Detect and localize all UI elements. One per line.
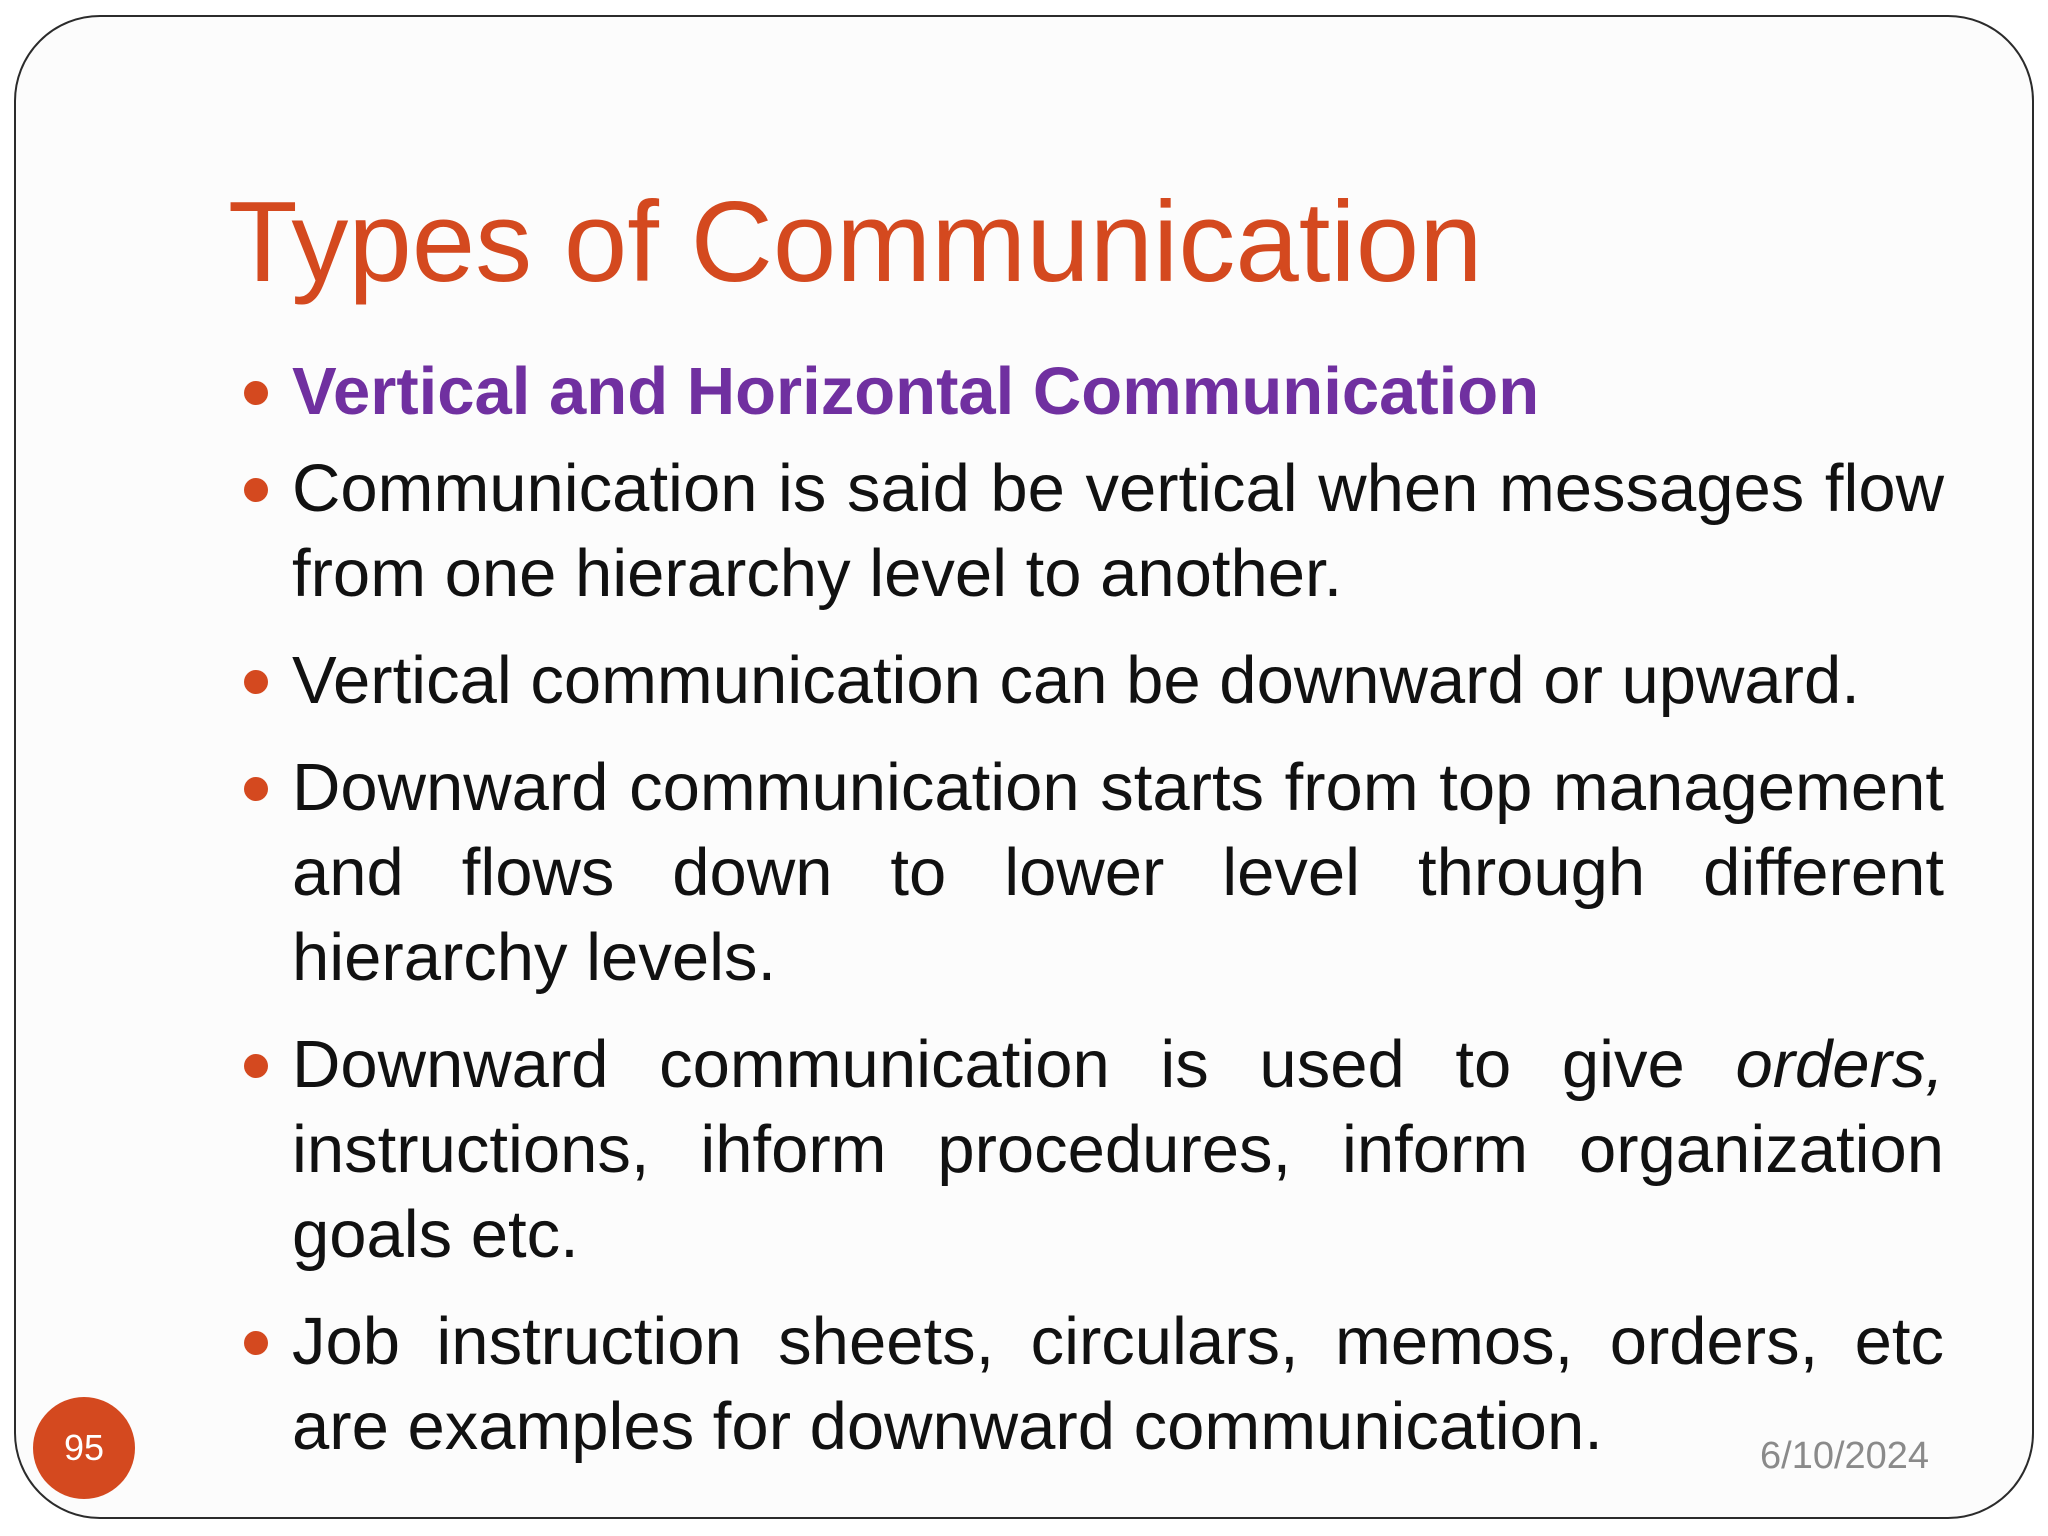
bullet-item-heading: [232, 349, 1944, 434]
bullet-item: [232, 446, 1944, 616]
bullet-text: Downward communication starts from top management and flows down to lower level through different hierarchy levels.: [292, 750, 1944, 995]
bullet-text: Vertical and Horizontal Communication: [292, 354, 1540, 429]
bullet-text-emphasis: orders,: [1735, 1027, 1944, 1102]
bullet-text: Downward communication is used to give: [292, 1027, 1736, 1102]
bullet-text: Vertical communication can be downward or upward.: [292, 643, 1860, 718]
slide-number-badge: 95: [33, 1397, 135, 1499]
slide-title: Types of Communication: [228, 179, 1483, 306]
bullet-item: [232, 1299, 1944, 1469]
bullet-dot-icon: [244, 478, 268, 502]
bullet-list: [232, 349, 1944, 1491]
bullet-text: instructions, ihform procedures, inform organization goals etc.: [292, 1112, 1944, 1272]
bullet-item: [232, 745, 1944, 1000]
bullet-dot-icon: [244, 381, 268, 405]
bullet-text: Communication is said be vertical when messages flow from one hierarchy level to another.: [292, 451, 1944, 611]
bullet-dot-icon: [244, 670, 268, 694]
slide: [14, 15, 2034, 1519]
bullet-item: [232, 1022, 1944, 1277]
bullet-text: Job instruction sheets, circulars, memos, orders, etc are examples for downward communication.: [292, 1304, 1944, 1464]
slide-date: 6/10/2024: [1760, 1435, 1930, 1477]
bullet-item: [232, 638, 1944, 723]
bullet-dot-icon: [244, 1054, 268, 1078]
bullet-dot-icon: [244, 1331, 268, 1355]
bullet-dot-icon: [244, 777, 268, 801]
